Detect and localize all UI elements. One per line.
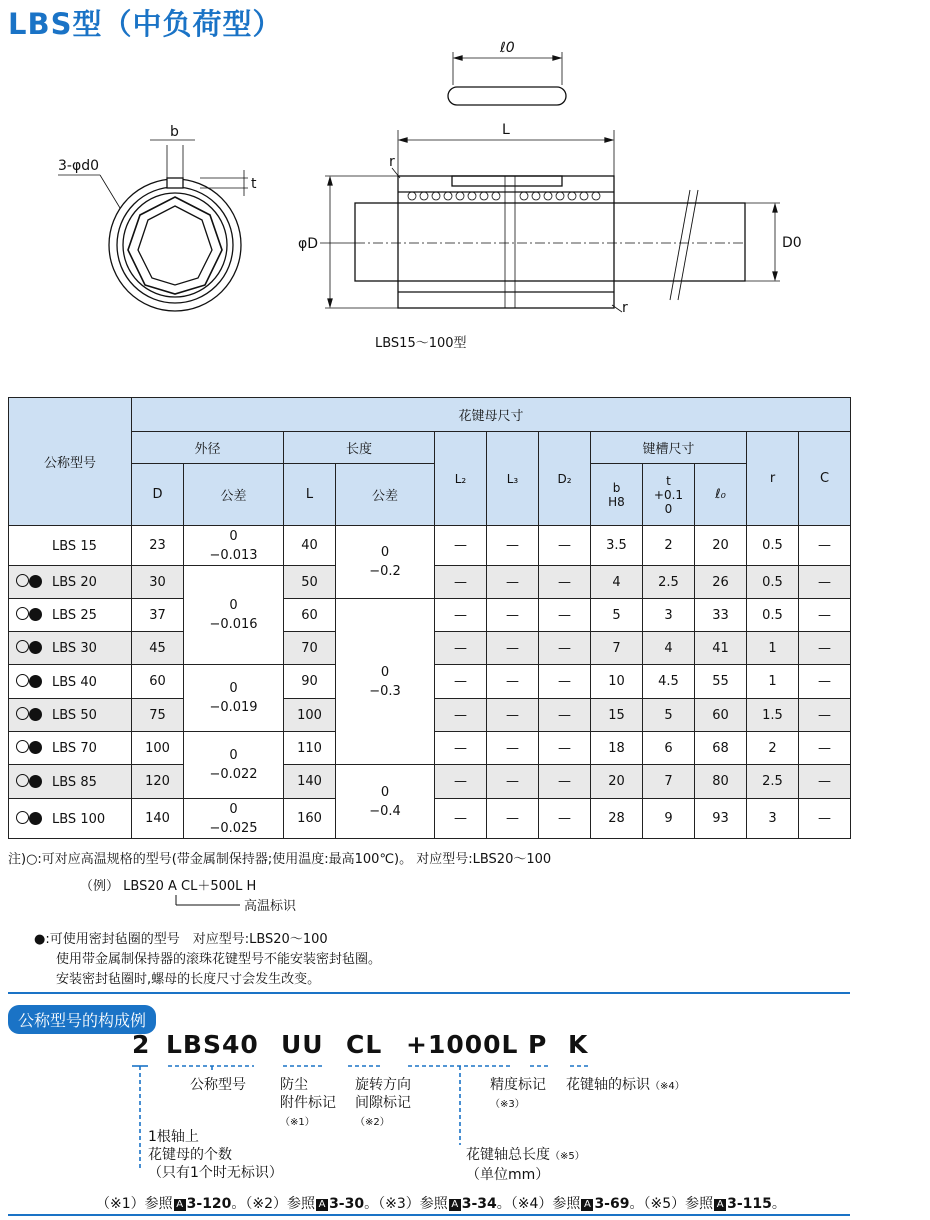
- table-row: LBS 15 23 0 −0.013 40 0 −0.2 — — — 3.5 2 20 0.5 —: [9, 526, 851, 566]
- drawing-caption: LBS15〜100型: [375, 336, 467, 351]
- reference-item: （※2）参照 A 3-30。: [245, 1196, 379, 1212]
- table-row: LBS 85 120 140 0 −0.4 — — — 20 7 80 2.5 —: [9, 765, 851, 799]
- composition-leaders: [0, 1060, 930, 1170]
- header-L: L: [284, 464, 336, 526]
- label-precision: 精度标记 （※3）: [490, 1077, 546, 1110]
- table-row: LBS 20 30 0 −0.016 50 — — — 4 2.5 26 0.5 —: [9, 566, 851, 599]
- dim-L: L: [502, 122, 510, 138]
- spline-shaft: [355, 203, 745, 281]
- dim-t: t: [251, 176, 257, 192]
- note-high-temp: 注)○:可对应高温规格的型号(带金属制保持器;使用温度:最高100℃)。 对应型号:LBS20〜100: [8, 852, 552, 867]
- header-nut-dims: 花键母尺寸: [132, 398, 851, 432]
- example-high-temp-label: 高温标识: [244, 899, 297, 914]
- code-cl: CL: [346, 1030, 383, 1059]
- table-row: LBS 100 140 0 −0.025 160 — — — 28 9 93 3 —: [9, 799, 851, 839]
- code-length: +1000L: [406, 1030, 519, 1059]
- bottom-divider: [8, 1214, 850, 1216]
- dim-r-bottom: r: [622, 300, 628, 316]
- header-length: 长度: [284, 432, 435, 464]
- section-divider: [8, 992, 850, 994]
- dim-b: b: [170, 124, 179, 140]
- header-D: D: [132, 464, 184, 526]
- header-l0: ℓ₀: [695, 464, 747, 526]
- code-p: P: [528, 1030, 548, 1059]
- header-outer: 外径: [132, 432, 284, 464]
- page-title: LBS型（中负荷型）: [8, 7, 283, 41]
- note-seal-2: 使用带金属制保持器的滚珠花键型号不能安装密封毡圈。: [56, 952, 382, 967]
- note-example: （例） LBS20 A CL＋500L H: [80, 879, 257, 894]
- reference-list: [96, 1193, 786, 1213]
- reference-item: （※1）参照 A 3-120。: [96, 1196, 246, 1212]
- header-L-tol: 公差: [336, 464, 435, 526]
- example-leader: [170, 893, 250, 913]
- code-count: 2: [132, 1030, 151, 1059]
- header-t: t +0.1 0: [643, 464, 695, 526]
- spec-table: [8, 397, 851, 839]
- label-nut-count: 1根轴上 花键母的个数 （只有1个时无标识）: [148, 1129, 283, 1181]
- technical-drawing: [0, 40, 930, 340]
- dim-r-top: r: [389, 154, 395, 170]
- label-shaft-id: 花键轴的标识（※4）: [566, 1077, 685, 1093]
- header-C: C: [799, 432, 851, 526]
- label-uu: 防尘 附件标记 （※1）: [280, 1077, 336, 1128]
- code-uu: UU: [281, 1030, 324, 1059]
- header-L2: L₂: [435, 432, 487, 526]
- dim-l0: ℓ0: [500, 40, 515, 56]
- header-keyway: 键槽尺寸: [591, 432, 747, 464]
- table-row: LBS 70 100 0 −0.022 110 — — — 18 6 68 2 —: [9, 732, 851, 765]
- code-model: LBS40: [166, 1030, 259, 1059]
- nut-outer-circle: [109, 179, 241, 311]
- table-row: LBS 50 75 100 — — — 15 5 60 1.5 —: [9, 699, 851, 732]
- dim-D0: D0: [782, 235, 802, 251]
- table-row: LBS 25 37 60 0 −0.3 — — — 5 3 33 0.5 —: [9, 599, 851, 632]
- code-k: K: [568, 1030, 589, 1059]
- reference-item: （※5）参照 A 3-115。: [643, 1196, 786, 1212]
- note-seal-3: 安装密封毡圈时,螺母的长度尺寸会发生改变。: [56, 972, 321, 987]
- header-D2: D₂: [539, 432, 591, 526]
- table-row: LBS 40 60 0 −0.019 90 — — — 10 4.5 55 1 —: [9, 665, 851, 699]
- section-title: 公称型号的构成例: [8, 1005, 156, 1034]
- note-seal: ●:可使用密封毡圈的型号 对应型号:LBS20〜100: [34, 932, 328, 947]
- reference-item: （※3）参照 A 3-34。: [378, 1196, 511, 1212]
- reference-item: （※4）参照 A 3-69。: [510, 1196, 644, 1212]
- header-L3: L₃: [487, 432, 539, 526]
- header-model: 公称型号: [9, 398, 132, 526]
- label-model: 公称型号: [190, 1077, 246, 1093]
- dim-d0: 3-φd0: [58, 158, 99, 174]
- label-cl: 旋转方向 间隙标记 （※2）: [355, 1077, 411, 1128]
- header-r: r: [747, 432, 799, 526]
- table-row: LBS 30 45 70 — — — 7 4 41 1 —: [9, 632, 851, 665]
- label-shaft-length: 花键轴总长度（※5） （单位mm）: [466, 1147, 585, 1183]
- nut-side-body: [398, 176, 614, 308]
- dim-phiD: φD: [298, 236, 319, 252]
- header-b: b H8: [591, 464, 643, 526]
- header-D-tol: 公差: [184, 464, 284, 526]
- key-outline: [448, 87, 566, 105]
